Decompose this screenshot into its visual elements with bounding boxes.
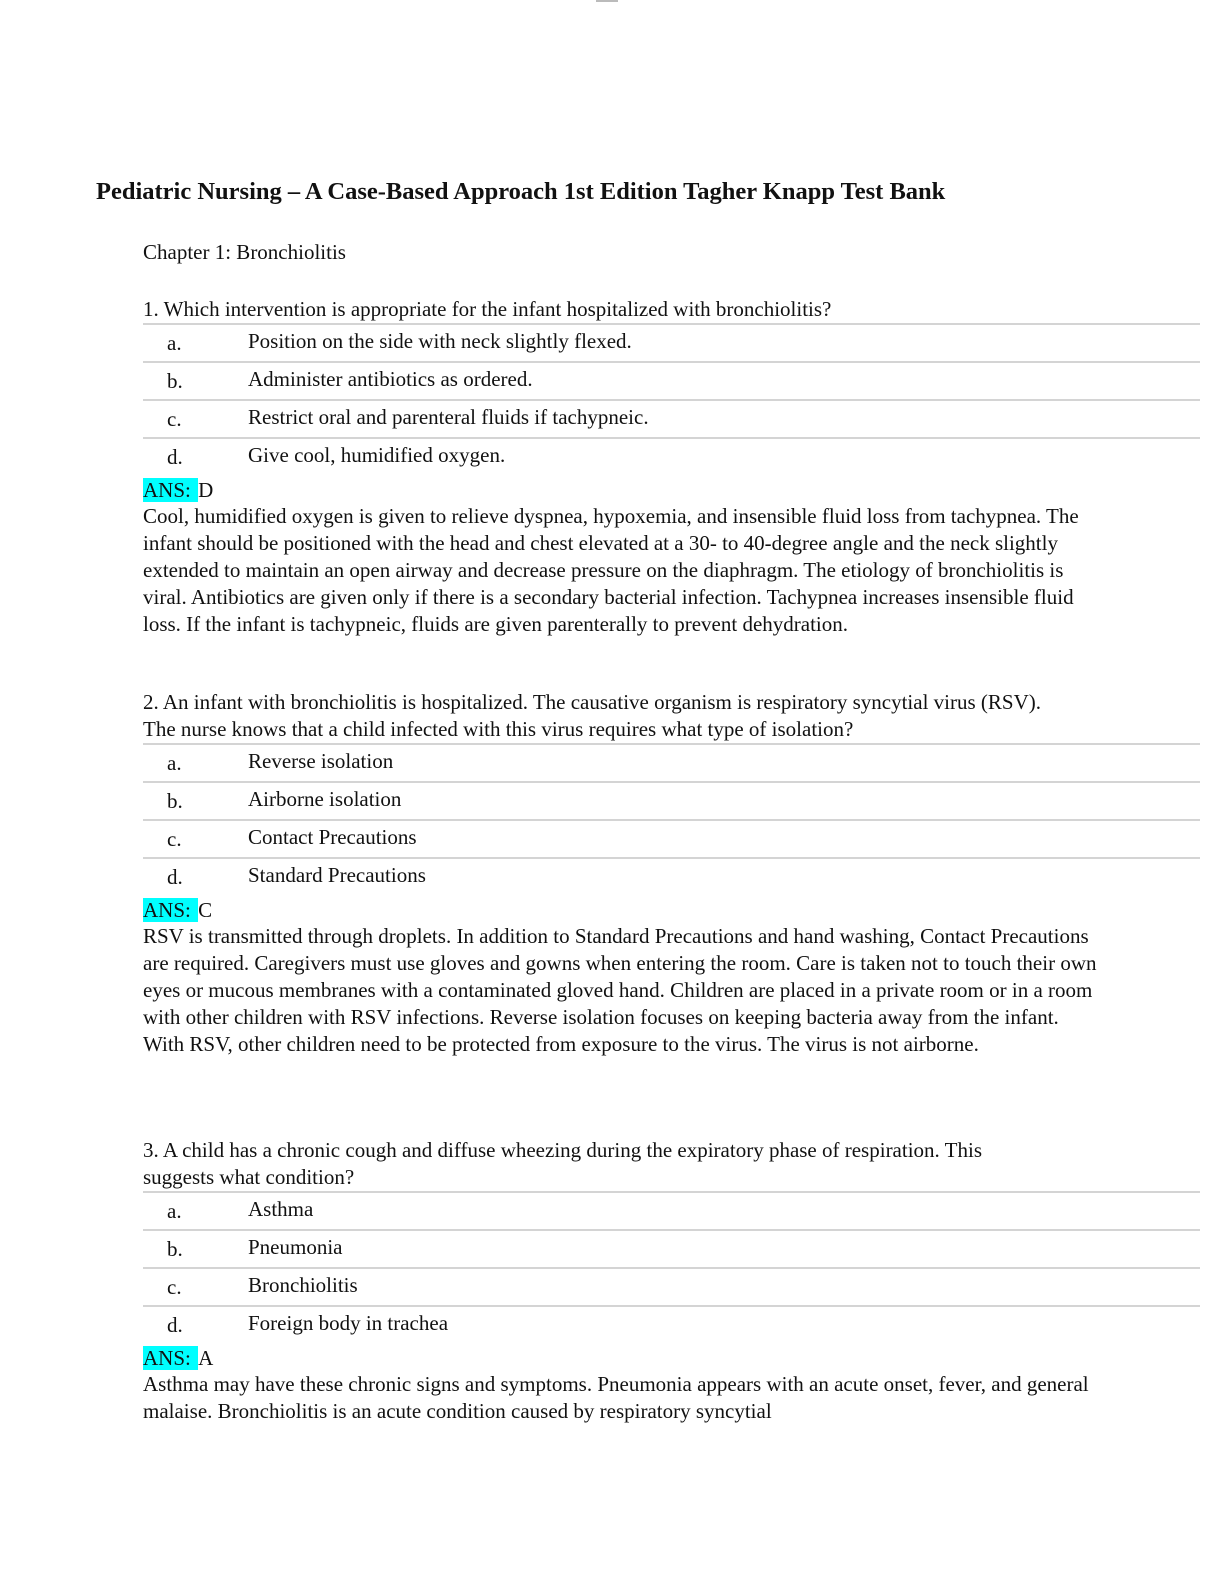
chapter-heading: Chapter 1: Bronchiolitis — [143, 240, 346, 264]
question-stem: 3. A child has a chronic cough and diffuse wheezing during the expiratory phase of respiration. This suggests what condition? — [143, 1138, 983, 1189]
answer-rationale: Asthma may have these chronic signs and symptoms. Pneumonia appears with an acute onset, fever, and general malaise. Bronchiolitis is an acute condition caused by respiratory syncytial — [143, 1372, 1089, 1423]
option-letter: d. — [167, 865, 183, 889]
question-2 — [143, 689, 1200, 1058]
option-text: Pneumonia — [248, 1235, 343, 1259]
option-text: Asthma — [248, 1197, 314, 1221]
option-letter: c. — [167, 407, 182, 431]
question-stem: 1. Which intervention is appropriate for the infant hospitalized with bronchiolitis? — [143, 297, 832, 321]
option-text: Reverse isolation — [248, 749, 394, 773]
answer-value: C — [198, 898, 213, 922]
option-letter: d. — [167, 1313, 183, 1337]
option-letter: b. — [167, 369, 183, 393]
option-c — [143, 1267, 1200, 1305]
option-c — [143, 399, 1200, 437]
option-b — [143, 361, 1200, 399]
option-text: Airborne isolation — [248, 787, 402, 811]
option-text: Bronchiolitis — [248, 1273, 358, 1297]
answer-value: A — [198, 1346, 214, 1370]
option-text: Administer antibiotics as ordered. — [248, 367, 533, 391]
answer-rationale: RSV is transmitted through droplets. In addition to Standard Precautions and hand washing, Contact Precautions are required. Caregivers must use gloves and gowns when entering the room. Care is taken not to touch their own eyes or mucous membranes with a contaminated gloved hand. Children are placed in a private room or in a room with other children with RSV infections. Reverse isolation focuses on keeping bacteria away from the infant. With RSV, other children need to be protected from exposure to the virus. The virus is not airborne. — [143, 924, 1097, 1056]
option-letter: a. — [167, 1199, 182, 1223]
option-letter: c. — [167, 1275, 182, 1299]
answer-line — [143, 897, 1200, 923]
option-letter: b. — [167, 1237, 183, 1261]
option-a — [143, 1191, 1200, 1229]
option-text: Position on the side with neck slightly flexed. — [248, 329, 632, 353]
option-b — [143, 1229, 1200, 1267]
option-letter: d. — [167, 445, 183, 469]
option-letter: a. — [167, 751, 182, 775]
option-d — [143, 857, 1200, 895]
answer-label: ANS: — [143, 898, 197, 922]
option-c — [143, 819, 1200, 857]
option-text: Restrict oral and parenteral fluids if tachypneic. — [248, 405, 649, 429]
answer-line — [143, 1345, 1200, 1371]
answer-label: ANS: — [143, 478, 197, 502]
question-stem: 2. An infant with bronchiolitis is hospitalized. The causative organism is respiratory syncytial virus (RSV). The nurse knows that a child infected with this virus requires what type of isolation? — [143, 690, 1042, 741]
option-text: Standard Precautions — [248, 863, 426, 887]
answer-line — [143, 477, 1200, 503]
answer-label: ANS: — [143, 1346, 197, 1370]
option-a — [143, 743, 1200, 781]
option-b — [143, 781, 1200, 819]
page-header-mark — [596, 0, 618, 2]
option-text: Give cool, humidified oxygen. — [248, 443, 506, 467]
option-letter: c. — [167, 827, 182, 851]
option-letter: a. — [167, 331, 182, 355]
question-1 — [143, 296, 1200, 638]
option-text: Contact Precautions — [248, 825, 417, 849]
option-a — [143, 323, 1200, 361]
question-3 — [143, 1137, 1200, 1425]
option-letter: b. — [167, 789, 183, 813]
document-title: Pediatric Nursing – A Case-Based Approach 1st Edition Tagher Knapp Test Bank — [96, 178, 946, 205]
option-d — [143, 1305, 1200, 1343]
answer-rationale: Cool, humidified oxygen is given to relieve dyspnea, hypoxemia, and insensible fluid loss from tachypnea. The infant should be positioned with the head and chest elevated at a 30- to 40-degree angle and the neck slightly extended to maintain an open airway and decrease pressure on the diaphragm. The etiology of bronchiolitis is viral. Antibiotics are given only if there is a secondary bacterial infection. Tachypnea increases insensible fluid loss. If the infant is tachypneic, fluids are given parenterally to prevent dehydration. — [143, 504, 1079, 636]
option-text: Foreign body in trachea — [248, 1311, 449, 1335]
answer-value: D — [198, 478, 214, 502]
option-d — [143, 437, 1200, 475]
